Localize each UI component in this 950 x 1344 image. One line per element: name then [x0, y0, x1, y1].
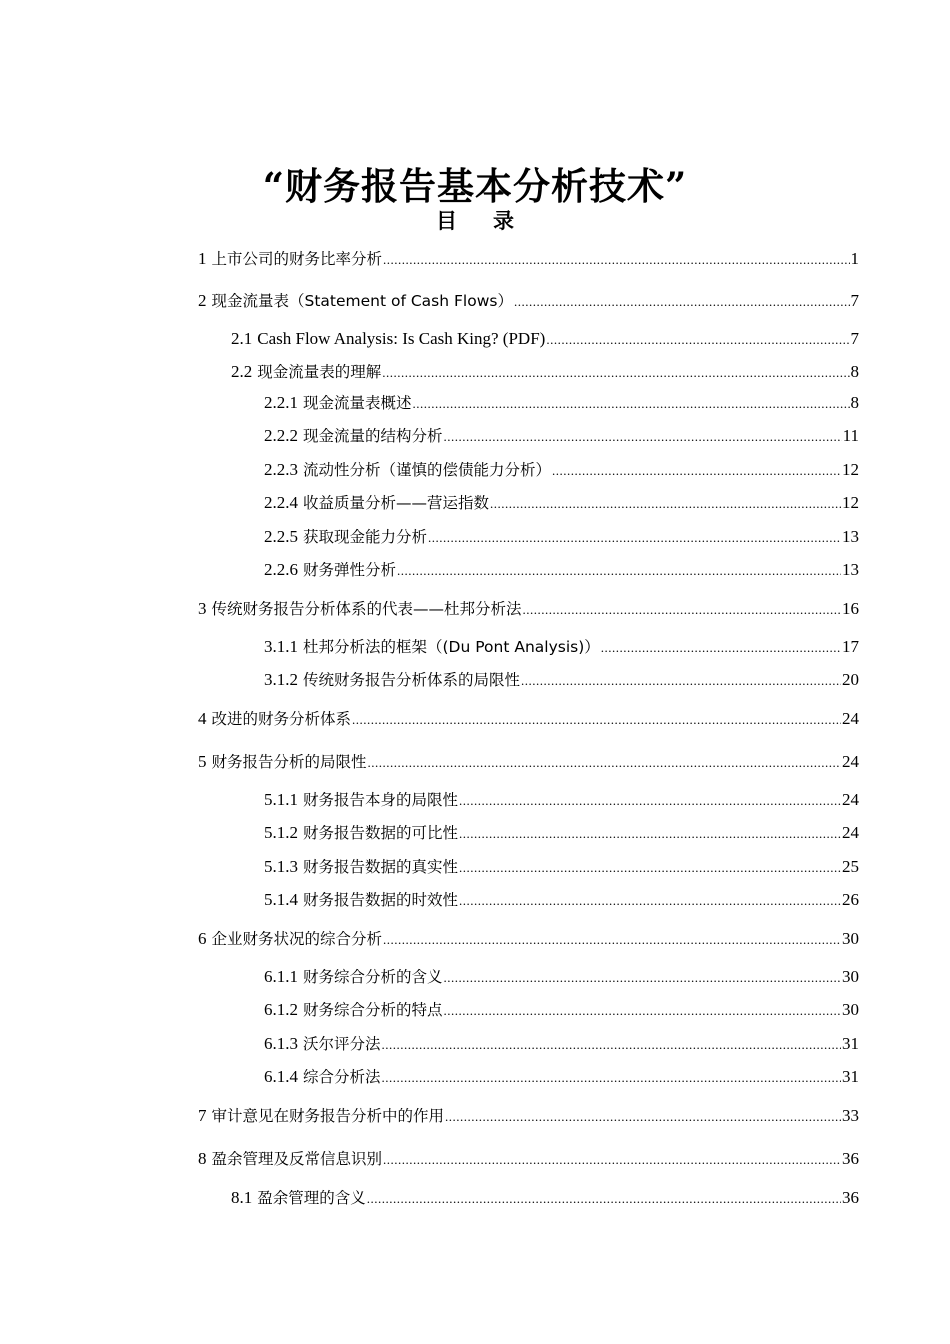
- toc-entry-number: 5.1.4: [264, 890, 298, 909]
- toc-entry-label: 企业财务状况的综合分析: [211, 930, 383, 948]
- toc-entry-label: 财务报告本身的局限性: [303, 791, 459, 809]
- toc-entry[interactable]: [198, 927, 859, 951]
- dot-leader: [523, 598, 841, 622]
- toc-entry-number: 7: [198, 1106, 207, 1125]
- toc-entry[interactable]: [198, 597, 859, 621]
- toc-entry-number: 2.2.1: [264, 393, 298, 412]
- dot-leader: [444, 999, 841, 1023]
- toc-entry-number: 8.1: [231, 1188, 253, 1207]
- toc-entry-label: 收益质量分析——营运指数: [303, 494, 490, 512]
- toc-entry-label: 财务报告分析的局限性: [211, 753, 367, 771]
- dot-leader: [382, 1033, 841, 1057]
- toc-entry-number: 6.1.2: [264, 1000, 298, 1019]
- toc-entry[interactable]: [264, 391, 859, 415]
- toc-entry[interactable]: [264, 821, 859, 845]
- toc-entry-page: 7: [850, 291, 859, 310]
- toc-entry-label: 综合分析法: [303, 1068, 381, 1086]
- toc-entry[interactable]: [264, 424, 859, 448]
- toc-entry-label: 财务综合分析的含义: [303, 968, 443, 986]
- dot-leader: [382, 361, 849, 385]
- toc-entry-page: 24: [842, 823, 859, 842]
- toc-entry-number: 6.1.4: [264, 1067, 298, 1086]
- toc-entry-page: 13: [842, 527, 859, 546]
- dot-leader: [367, 1187, 841, 1211]
- toc-entry-label: 现金流量的结构分析: [303, 427, 443, 445]
- toc-entry[interactable]: [264, 998, 859, 1022]
- toc-entry-number: 5: [198, 752, 207, 771]
- toc-entry-number: 5.1.2: [264, 823, 298, 842]
- toc-entry-page: 8: [850, 362, 859, 381]
- toc-entry-page: 24: [842, 752, 859, 771]
- toc-entry-number: 3.1.2: [264, 670, 298, 689]
- toc-entry-page: 33: [842, 1106, 859, 1125]
- toc-entry-page: 17: [842, 637, 859, 656]
- toc-entry[interactable]: [264, 1032, 859, 1056]
- toc-entry-label: 获取现金能力分析: [303, 528, 428, 546]
- toc-entry[interactable]: [231, 360, 859, 384]
- toc-entry-number: 2.2.3: [264, 460, 298, 479]
- toc-entry-label: 传统财务报告分析体系的代表——杜邦分析法: [211, 600, 522, 618]
- toc-entry-label: 沃尔评分法: [303, 1035, 381, 1053]
- dot-leader: [601, 636, 841, 660]
- toc-entry-page: 7: [850, 329, 859, 348]
- toc-entry-number: 2.2.2: [264, 426, 298, 445]
- toc-entry-page: 30: [842, 1000, 859, 1019]
- toc-entry-page: 31: [842, 1067, 859, 1086]
- toc-entry-number: 6.1.3: [264, 1034, 298, 1053]
- toc-entry-number: 2.1: [231, 329, 253, 348]
- toc-entry-label: 盈余管理的含义: [257, 1189, 366, 1207]
- toc-entry[interactable]: [198, 707, 859, 731]
- toc-entry-label: 传统财务报告分析体系的局限性: [303, 671, 521, 689]
- toc-entry-label: 审计意见在财务报告分析中的作用: [211, 1107, 445, 1125]
- toc-heading-left: 目: [436, 209, 457, 233]
- dot-leader: [397, 559, 841, 583]
- toc-entry-page: 25: [842, 857, 859, 876]
- toc-entry-page: 13: [842, 560, 859, 579]
- toc-entry-number: 2.2.4: [264, 493, 298, 512]
- toc-entry-number: 4: [198, 709, 207, 728]
- toc-entry[interactable]: [264, 965, 859, 989]
- toc-entry-label: 财务报告数据的可比性: [303, 824, 459, 842]
- dot-leader: [552, 459, 841, 483]
- toc-entry-number: 5.1.1: [264, 790, 298, 809]
- toc-entry-label: 财务综合分析的特点: [303, 1001, 443, 1019]
- toc-entry[interactable]: [198, 1147, 859, 1171]
- dot-leader: [383, 928, 841, 952]
- toc-entry-label: 改进的财务分析体系: [211, 710, 352, 728]
- dot-leader: [459, 822, 841, 846]
- toc-entry[interactable]: [198, 750, 859, 774]
- toc-entry[interactable]: [264, 1065, 859, 1089]
- dot-leader: [521, 669, 841, 693]
- toc-entry[interactable]: [198, 289, 859, 313]
- toc-entry[interactable]: [198, 1104, 859, 1128]
- toc-entry[interactable]: [264, 491, 859, 515]
- dot-leader: [490, 492, 841, 516]
- toc-entry-number: 2.2.6: [264, 560, 298, 579]
- toc-heading-right: 录: [493, 209, 514, 233]
- toc-entry[interactable]: [264, 558, 859, 582]
- toc-entry-number: 3.1.1: [264, 637, 298, 656]
- toc-entry-label: 财务报告数据的时效性: [303, 891, 459, 909]
- toc-entry-number: 2: [198, 291, 207, 310]
- toc-entry-page: 12: [842, 493, 859, 512]
- dot-leader: [514, 290, 850, 314]
- toc-entry-number: 1: [198, 249, 207, 268]
- toc-entry-label: 杜邦分析法的框架（(Du Pont Analysis)）: [303, 638, 600, 656]
- toc-entry-number: 8: [198, 1149, 207, 1168]
- dot-leader: [459, 856, 841, 880]
- dot-leader: [459, 889, 841, 913]
- toc-entry-label: 现金流量表的理解: [257, 363, 382, 381]
- dot-leader: [444, 966, 841, 990]
- toc-entry[interactable]: [264, 788, 859, 812]
- toc-entry-page: 1: [850, 249, 859, 268]
- toc-entry[interactable]: [231, 1186, 859, 1210]
- toc-entry-label: 流动性分析（谨慎的偿债能力分析）: [303, 461, 552, 479]
- toc-entry[interactable]: [264, 855, 859, 879]
- toc-entry-label: 盈余管理及反常信息识别: [211, 1150, 383, 1168]
- dot-leader: [428, 526, 841, 550]
- dot-leader: [352, 708, 841, 732]
- toc-entry-label: 现金流量表概述: [303, 394, 412, 412]
- dot-leader: [383, 248, 849, 272]
- toc-entry-number: 3: [198, 599, 207, 618]
- toc-entry[interactable]: [198, 247, 859, 271]
- toc-entry-page: 24: [842, 790, 859, 809]
- toc-entry[interactable]: [264, 668, 859, 692]
- toc-entry-page: 30: [842, 929, 859, 948]
- dot-leader: [444, 425, 842, 449]
- toc-entry-label: 现金流量表（Statement of Cash Flows）: [211, 292, 513, 310]
- dot-leader: [546, 328, 849, 352]
- toc-entry-label: 财务报告数据的真实性: [303, 858, 459, 876]
- toc-entry-page: 12: [842, 460, 859, 479]
- toc-entry-page: 11: [842, 426, 859, 445]
- dot-leader: [445, 1105, 841, 1129]
- toc-entry-page: 36: [842, 1188, 859, 1207]
- toc-entry[interactable]: [264, 458, 859, 482]
- dot-leader: [383, 1148, 841, 1172]
- toc-entry-page: 31: [842, 1034, 859, 1053]
- toc-entry-page: 26: [842, 890, 859, 909]
- toc-entry-page: 20: [842, 670, 859, 689]
- toc-entry-number: 2.2.5: [264, 527, 298, 546]
- dot-leader: [368, 751, 841, 775]
- toc-entry[interactable]: [264, 635, 859, 659]
- toc-entry-page: 24: [842, 709, 859, 728]
- toc-entry[interactable]: [264, 525, 859, 549]
- document-title: “财务报告基本分析技术”: [262, 164, 688, 208]
- toc-entry-number: 5.1.3: [264, 857, 298, 876]
- toc-entry-label: 上市公司的财务比率分析: [211, 250, 383, 268]
- dot-leader: [413, 392, 850, 416]
- dot-leader: [459, 789, 841, 813]
- toc-entry-number: 2.2: [231, 362, 253, 381]
- toc-entry[interactable]: [231, 327, 859, 351]
- toc-entry-number: 6.1.1: [264, 967, 298, 986]
- toc-entry-label: Cash Flow Analysis: Is Cash King? (PDF): [257, 329, 546, 348]
- toc-entry-number: 6: [198, 929, 207, 948]
- dot-leader: [382, 1066, 841, 1090]
- toc-entry-page: 36: [842, 1149, 859, 1168]
- toc-entry-page: 30: [842, 967, 859, 986]
- toc-entry[interactable]: [264, 888, 859, 912]
- toc-entry-page: 8: [850, 393, 859, 412]
- toc-entry-page: 16: [842, 599, 859, 618]
- toc-entry-label: 财务弹性分析: [303, 561, 397, 579]
